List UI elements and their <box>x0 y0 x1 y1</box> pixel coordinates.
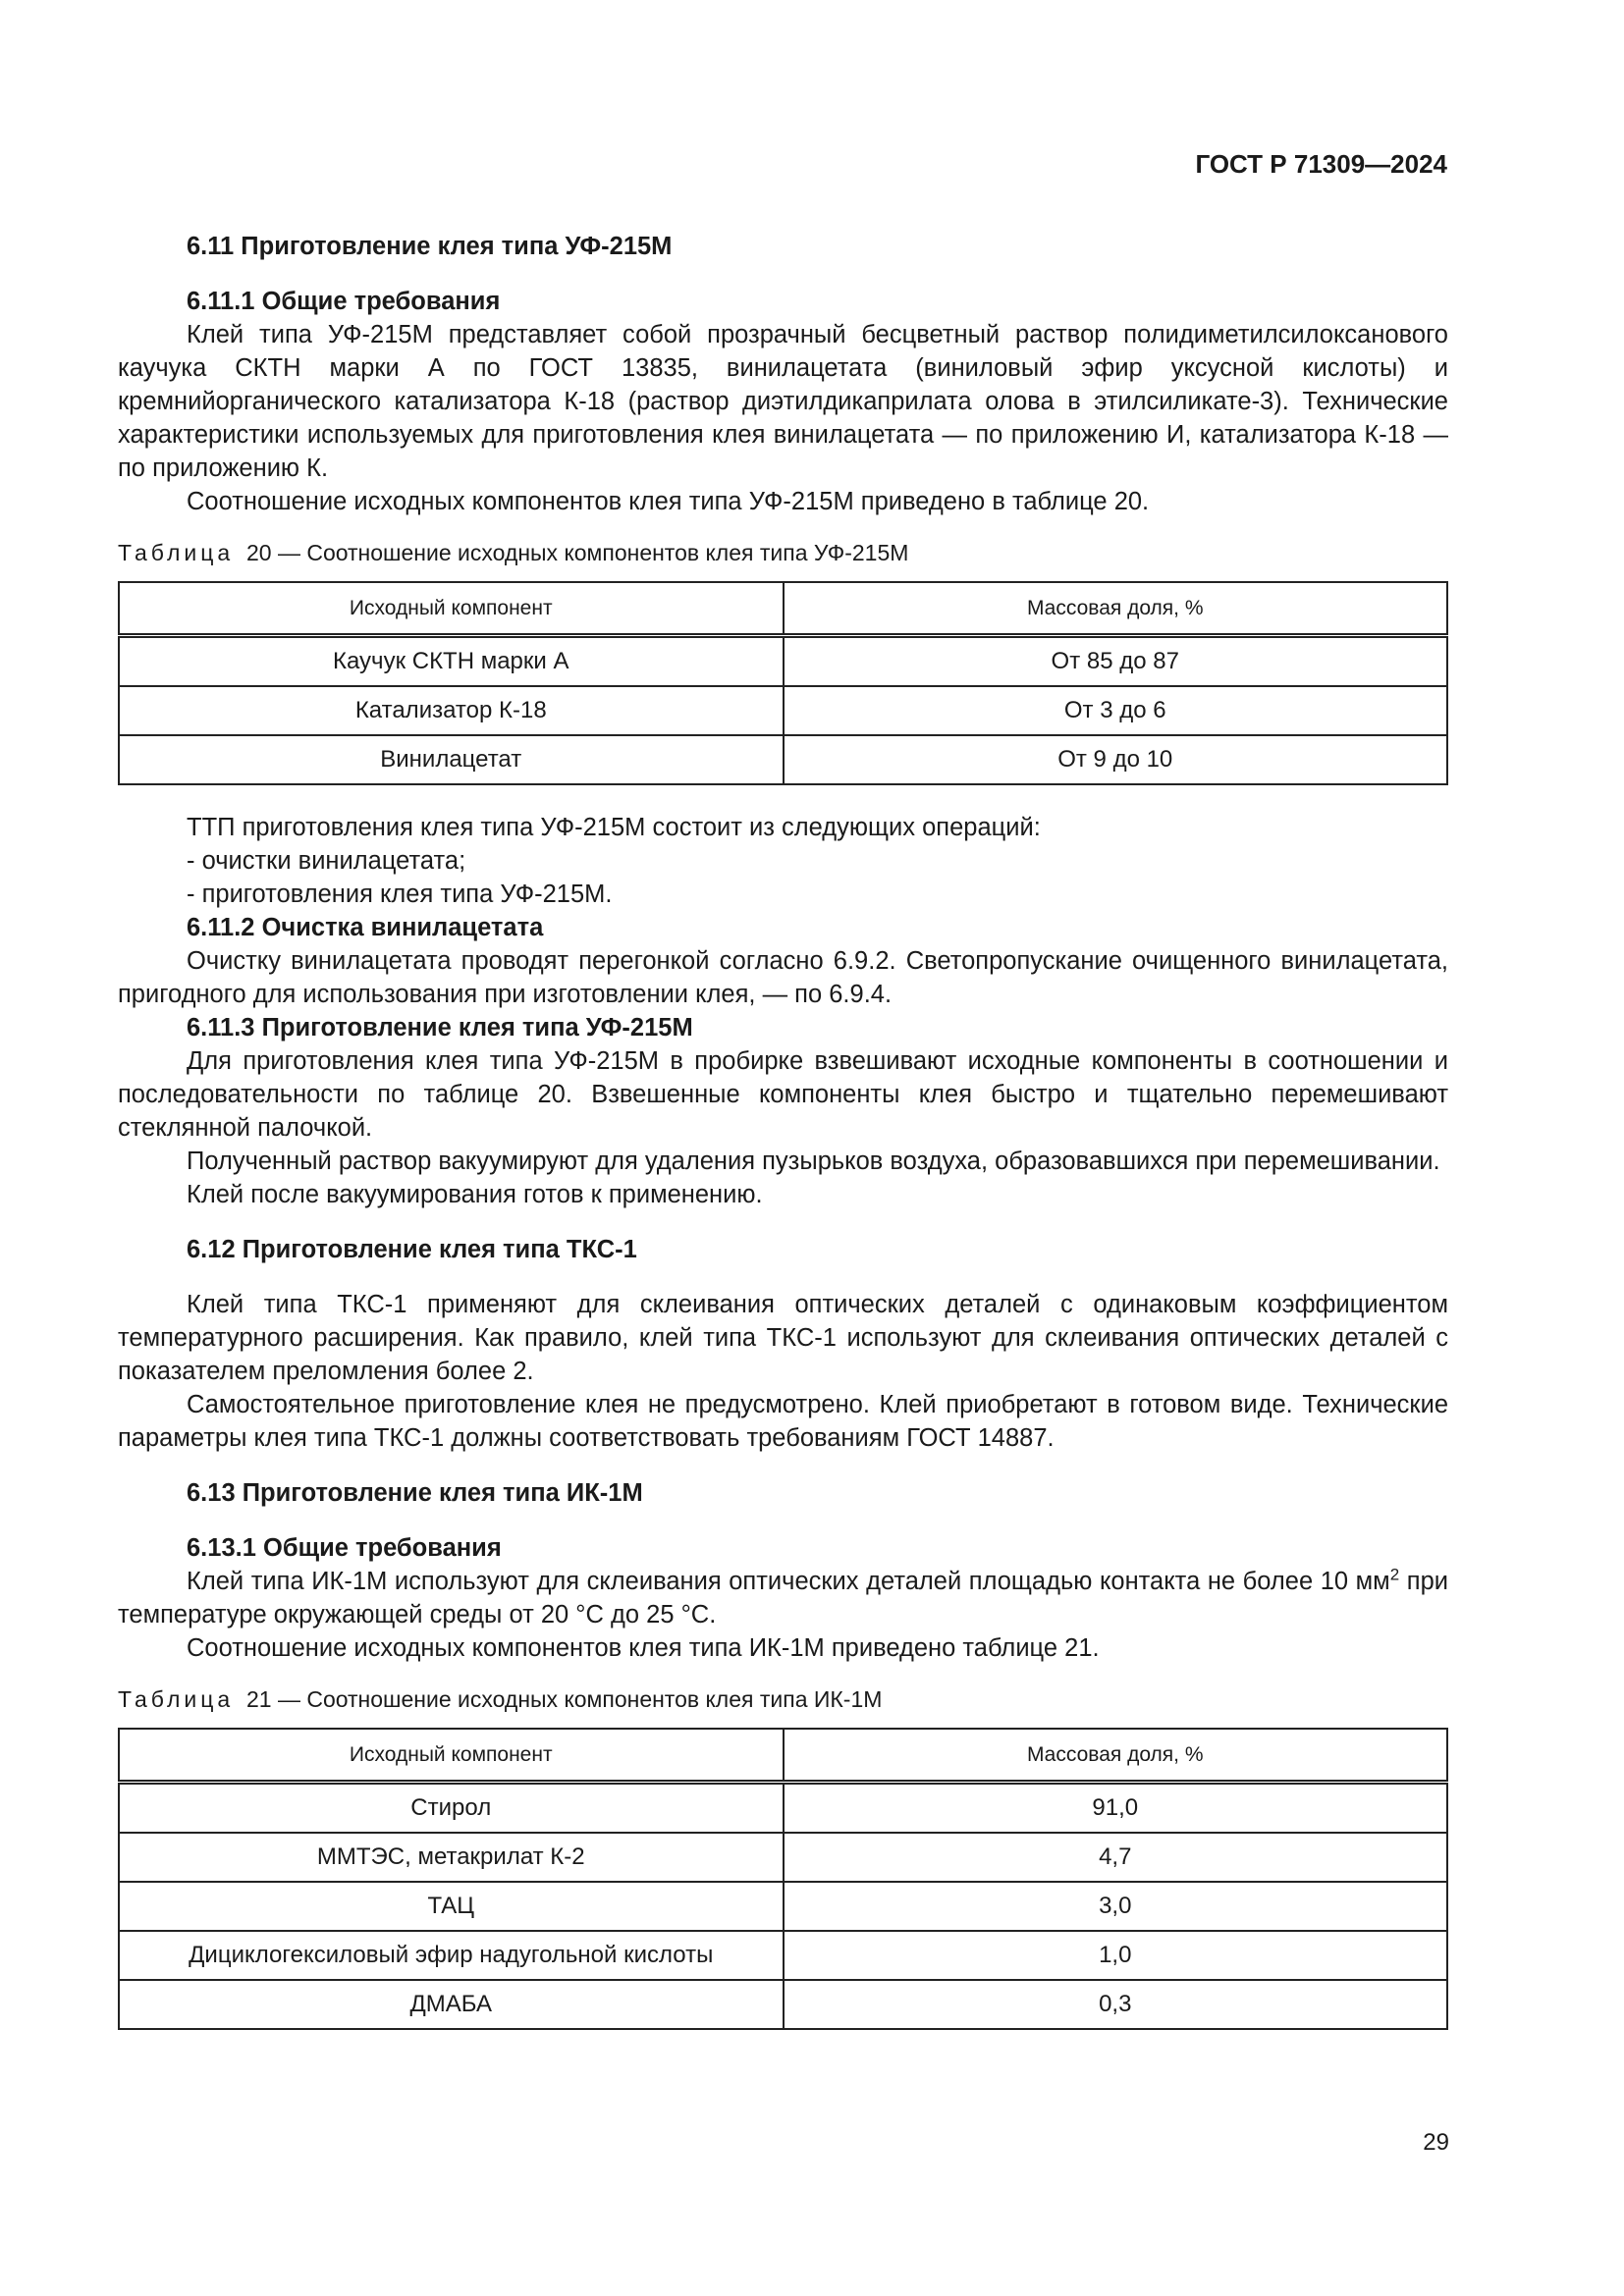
table-cell: ММТЭС, метакрилат К-2 <box>119 1833 784 1882</box>
table-caption-20 <box>118 536 1448 569</box>
table-label: Таблица <box>118 1686 235 1712</box>
table-header-row <box>119 1729 1447 1783</box>
table-cell: 4,7 <box>784 1833 1448 1882</box>
table-cell: Винилацетат <box>119 735 784 784</box>
column-header: Исходный компонент <box>119 1729 784 1783</box>
table-caption-text: 21 — Соотношение исходных компонентов клея типа ИК-1М <box>245 1686 883 1712</box>
document-id: ГОСТ Р 71309—2024 <box>1195 149 1447 179</box>
section-title-6-13: 6.13 Приготовление клея типа ИК-1М <box>187 1479 643 1507</box>
table-row <box>119 1783 1447 1834</box>
table-row <box>119 686 1447 735</box>
table-row <box>119 1980 1447 2029</box>
table-cell: 91,0 <box>784 1783 1448 1834</box>
table-row <box>119 735 1447 784</box>
subsection-title-6-13-1: 6.13.1 Общие требования <box>187 1534 502 1562</box>
paragraph-text: Клей типа ИК-1М используют для склеивания оптических деталей площадью контакта не более 10 мм <box>187 1568 1390 1595</box>
table-cell: От 9 до 10 <box>784 735 1448 784</box>
table-20 <box>118 581 1448 785</box>
table-cell: 1,0 <box>784 1931 1448 1980</box>
table-row <box>119 1931 1447 1980</box>
table-cell: Дициклогексиловый эфир надугольной кислоты <box>119 1931 784 1980</box>
paragraph-text: при температуре окружающей среды от 20 °С до 25 °С. <box>118 1568 1448 1629</box>
table-row <box>119 1882 1447 1931</box>
table-cell: Каучук СКТН марки А <box>119 636 784 687</box>
list-item: - очистки винилацетата; <box>187 847 466 875</box>
column-header: Массовая доля, % <box>784 582 1448 636</box>
table-cell: ТАЦ <box>119 1882 784 1931</box>
page-number: 29 <box>1423 2129 1449 2156</box>
subsection-title-6-11-3: 6.11.3 Приготовление клея типа УФ-215М <box>187 1014 693 1041</box>
paragraph: Самостоятельное приготовление клея не предусмотрено. Клей приобретают в готовом виде. Технические параметры клея типа ТКС-1 должны соответствовать требованиям ГОСТ 14887. <box>118 1391 1448 1452</box>
column-header: Исходный компонент <box>119 582 784 636</box>
table-row <box>119 636 1447 687</box>
paragraph: Соотношение исходных компонентов клея типа УФ-215М приведено в таблице 20. <box>187 488 1150 515</box>
table-cell: Катализатор К-18 <box>119 686 784 735</box>
paragraph: Клей типа УФ-215М представляет собой прозрачный бесцветный раствор полидиметилсилоксанового каучука СКТН марки А по ГОСТ 13835, винилацетата (виниловый эфир уксусной кислоты) и кремнийорганического катализатора К-18 (раствор диэтилдикаприлата олова в этилсиликате-3). Технические характеристики используемых для приготовления клея винилацетата — по приложению И, катализатора К-18 — по приложению К. <box>118 321 1448 482</box>
column-header: Массовая доля, % <box>784 1729 1448 1783</box>
paragraph: Клей после вакуумирования готов к применению. <box>187 1181 763 1208</box>
subsection-title-6-11-1: 6.11.1 Общие требования <box>187 288 501 315</box>
section-title-6-12: 6.12 Приготовление клея типа ТКС-1 <box>187 1236 637 1263</box>
table-cell: От 85 до 87 <box>784 636 1448 687</box>
section-title-6-11: 6.11 Приготовление клея типа УФ-215М <box>187 233 673 260</box>
table-cell: 3,0 <box>784 1882 1448 1931</box>
table-caption-text: 20 — Соотношение исходных компонентов клея типа УФ-215М <box>245 540 909 565</box>
subsection-title-6-11-2: 6.11.2 Очистка винилацетата <box>187 914 544 941</box>
table-label: Таблица <box>118 540 235 565</box>
paragraph-area <box>118 1565 1448 1631</box>
table-cell: От 3 до 6 <box>784 686 1448 735</box>
paragraph: Соотношение исходных компонентов клея типа ИК-1М приведено таблице 21. <box>187 1634 1100 1662</box>
table-caption-21 <box>118 1682 1448 1716</box>
table-cell: Стирол <box>119 1783 784 1834</box>
paragraph: Клей типа ТКС-1 применяют для склеивания оптических деталей с одинаковым коэффициентом температурного расширения. Как правило, клей типа ТКС-1 используют для склеивания оптических деталей с показателем преломления более 2. <box>118 1291 1448 1385</box>
list-item: - приготовления клея типа УФ-215М. <box>187 881 613 908</box>
page-body <box>118 147 1448 2030</box>
table-header-row <box>119 582 1447 636</box>
table-21 <box>118 1728 1448 2030</box>
paragraph: Полученный раствор вакуумируют для удаления пузырьков воздуха, образовавшихся при перемешивании. <box>187 1148 1440 1175</box>
table-row <box>119 1833 1447 1882</box>
table-cell: ДМАБА <box>119 1980 784 2029</box>
paragraph: Очистку винилацетата проводят перегонкой согласно 6.9.2. Светопропускание очищенного винилацетата, пригодного для использования при изготовлении клея, — по 6.9.4. <box>118 947 1448 1008</box>
paragraph: Для приготовления клея типа УФ-215М в пробирке взвешивают исходные компоненты в соотношении и последовательности по таблице 20. Взвешенные компоненты клея быстро и тщательно перемешивают стеклянной палочкой. <box>118 1047 1448 1142</box>
paragraph: ТТП приготовления клея типа УФ-215М состоит из следующих операций: <box>187 814 1041 841</box>
table-cell: 0,3 <box>784 1980 1448 2029</box>
superscript: 2 <box>1389 1565 1400 1584</box>
